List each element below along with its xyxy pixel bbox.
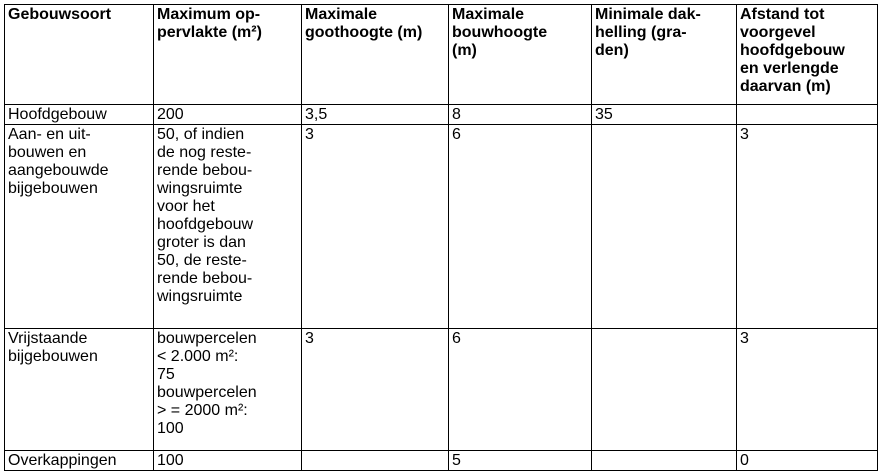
table-cell: Hoofdgebouw bbox=[5, 105, 154, 125]
table-cell bbox=[592, 329, 737, 451]
table-cell: 50, of indien de nog reste- rende bebou- wingsruimte voor het hoofdgebouw groter is dan 50, de reste- rende bebou- wingsruimte bbox=[154, 125, 302, 329]
table-cell: 0 bbox=[737, 451, 878, 471]
table-row-vrijstaande-bijgebouwen bbox=[5, 329, 878, 451]
table-cell bbox=[592, 451, 737, 471]
table-cell: Overkappingen bbox=[5, 451, 154, 471]
table-cell: 3 bbox=[737, 329, 878, 451]
table-cell: 6 bbox=[449, 329, 592, 451]
header-maximale-bouwhoogte: Maximale bouwhoogte (m) bbox=[449, 5, 592, 105]
table-cell: 200 bbox=[154, 105, 302, 125]
table-cell: 100 bbox=[154, 451, 302, 471]
header-maximale-goothoogte: Maximale goothoogte (m) bbox=[302, 5, 449, 105]
header-maximum-oppervlakte: Maximum op- pervlakte (m²) bbox=[154, 5, 302, 105]
table-cell: 35 bbox=[592, 105, 737, 125]
table-cell: 8 bbox=[449, 105, 592, 125]
table-cell bbox=[302, 451, 449, 471]
header-afstand-voorgevel: Afstand tot voorgevel hoofdgebouw en verlengde daarvan (m) bbox=[737, 5, 878, 105]
header-gebouwsoort: Gebouwsoort bbox=[5, 5, 154, 105]
table-row-aan-en-uitbouwen bbox=[5, 125, 878, 329]
table-cell: 3,5 bbox=[302, 105, 449, 125]
table-cell: 3 bbox=[302, 125, 449, 329]
header-row bbox=[5, 5, 878, 105]
table-cell: 3 bbox=[302, 329, 449, 451]
table-row-hoofdgebouw bbox=[5, 105, 878, 125]
table-cell: Vrijstaande bijgebouwen bbox=[5, 329, 154, 451]
table-cell: 5 bbox=[449, 451, 592, 471]
table-cell: Aan- en uit- bouwen en aangebouwde bijgebouwen bbox=[5, 125, 154, 329]
header-minimale-dakhelling: Minimale dak- helling (gra- den) bbox=[592, 5, 737, 105]
table-cell: 3 bbox=[737, 125, 878, 329]
table-cell: 6 bbox=[449, 125, 592, 329]
table-cell bbox=[737, 105, 878, 125]
building-regulations-table bbox=[4, 4, 878, 471]
table-cell bbox=[592, 125, 737, 329]
table-row-overkappingen bbox=[5, 451, 878, 471]
table-cell: bouwpercelen < 2.000 m²: 75 bouwpercelen > = 2000 m²: 100 bbox=[154, 329, 302, 451]
